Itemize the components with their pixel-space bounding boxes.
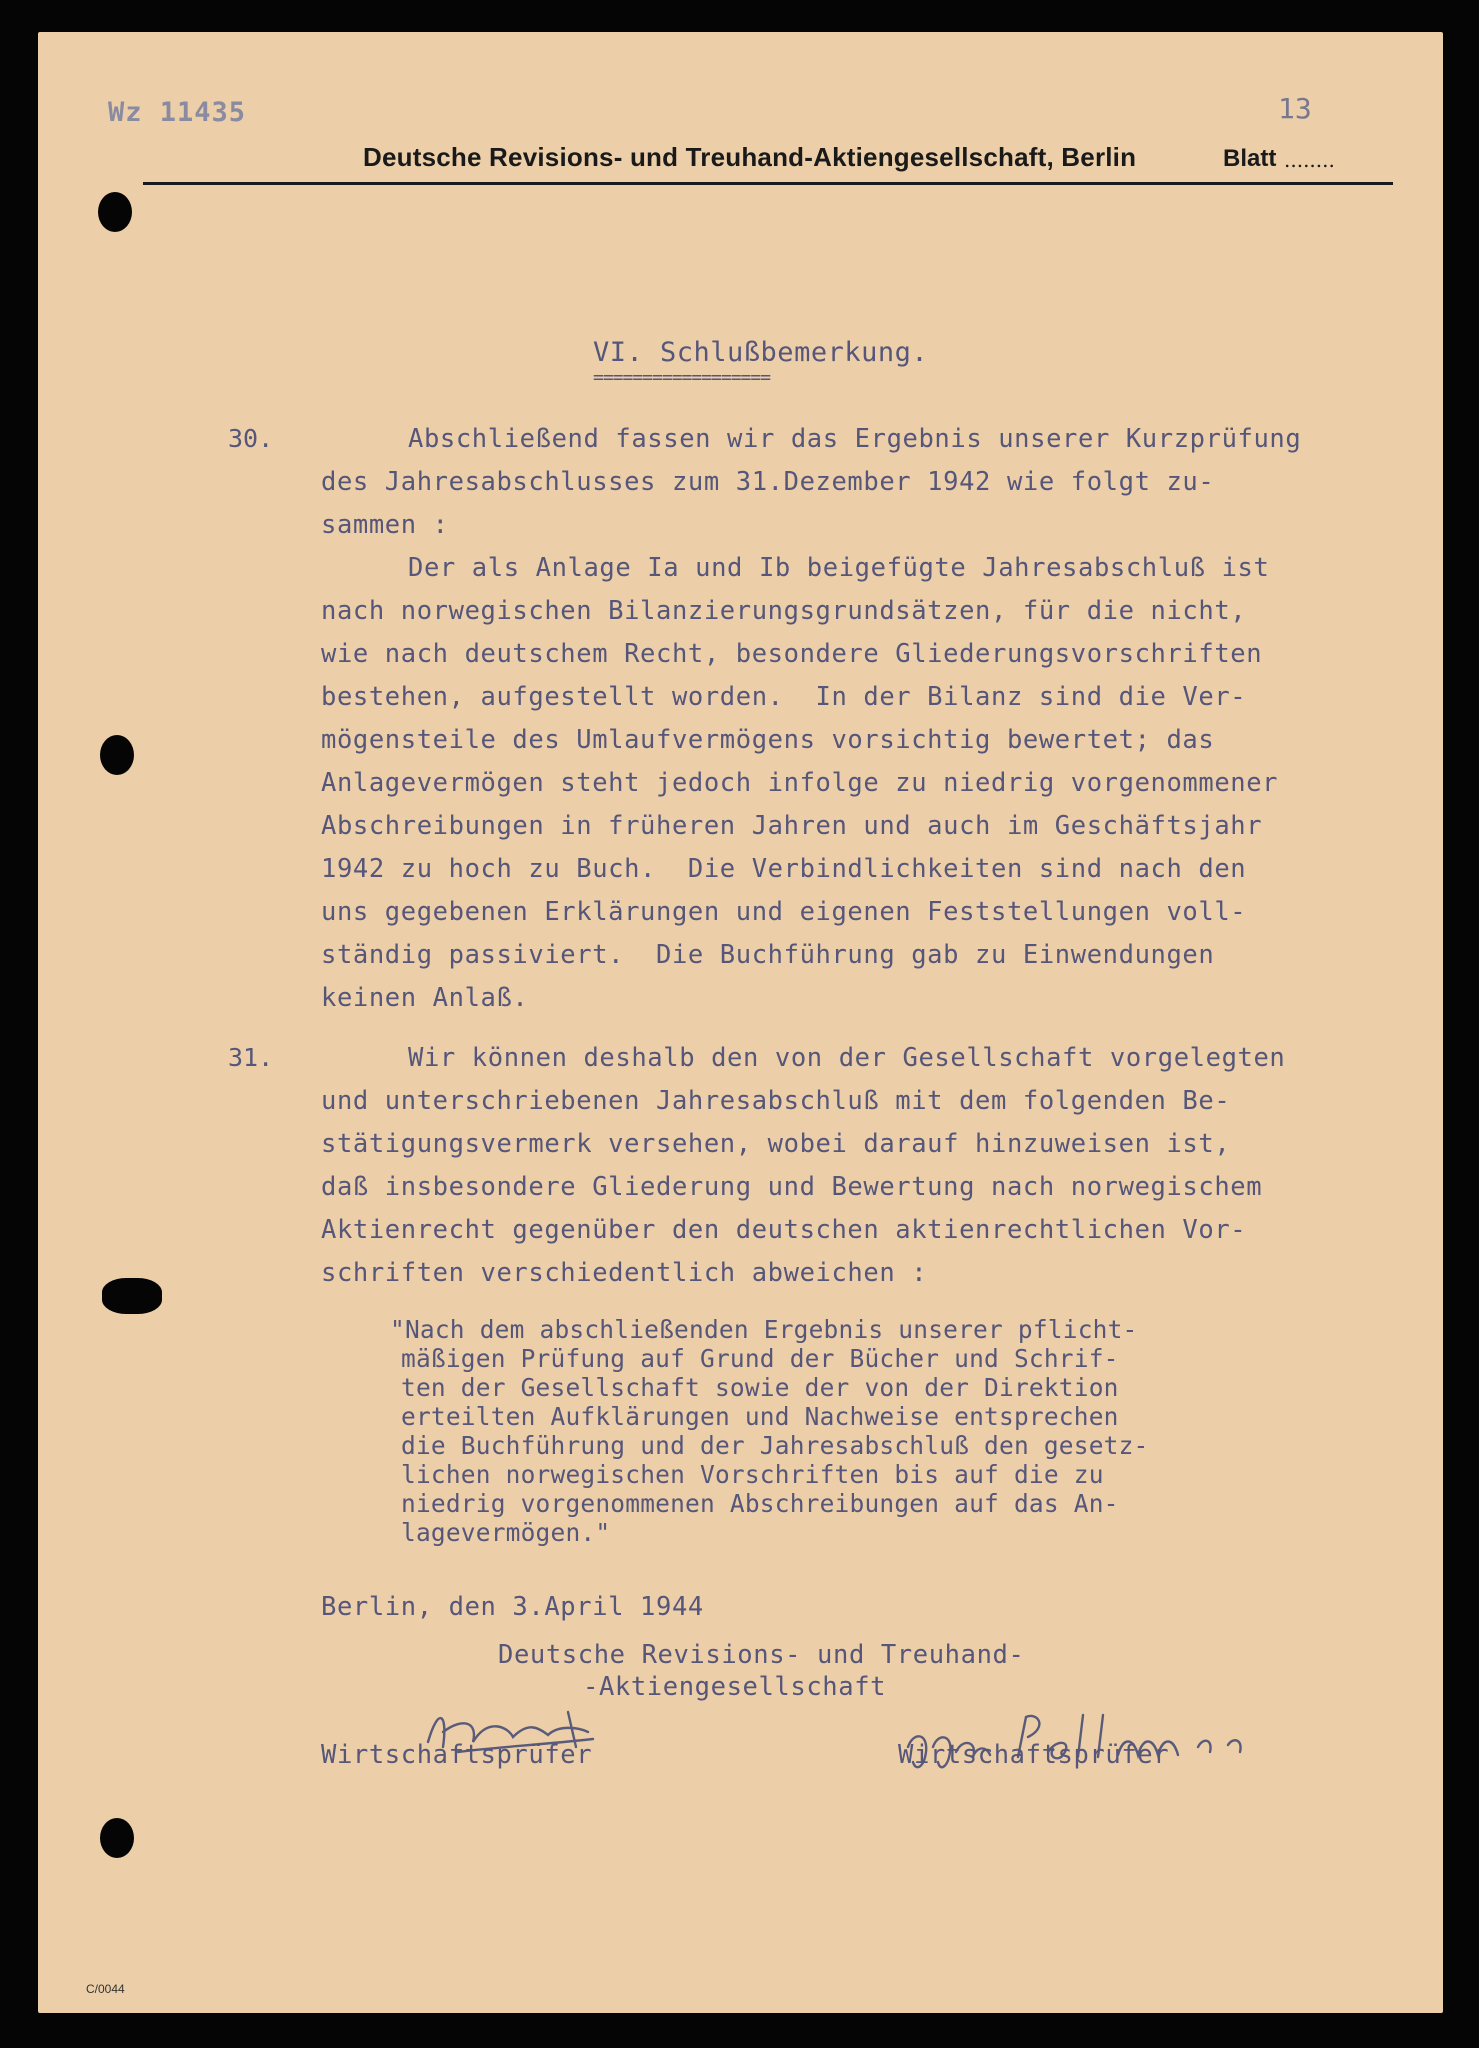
- quote-line: ten der Gesellschaft sowie der von der Direktion: [401, 1373, 1119, 1402]
- text-line: stätigungsvermerk versehen, wobei darauf hinzuweisen ist,: [321, 1129, 1231, 1159]
- text-line: Wir können deshalb den von der Gesellschaft vorgelegten: [408, 1043, 1286, 1073]
- letterhead-rule: [143, 182, 1393, 185]
- text-line: schriften verschiedentlich abweichen :: [321, 1258, 928, 1288]
- text-line: uns gegebenen Erklärungen und eigenen Feststellungen voll-: [321, 897, 1247, 927]
- text-line: nach norwegischen Bilanzierungsgrundsätzen, für die nicht,: [321, 596, 1247, 626]
- signer-left-title: Wirtschaftsprüfer: [321, 1740, 593, 1770]
- blatt-label: Blatt: [1223, 145, 1277, 172]
- quote-line: mäßigen Prüfung auf Grund der Bücher und Schrif-: [401, 1344, 1119, 1373]
- quote-line: niedrig vorgenommenen Abschreibungen auf das An-: [401, 1489, 1119, 1518]
- blatt-dots: ........: [1284, 148, 1335, 172]
- text-line: Abschließend fassen wir das Ergebnis unserer Kurzprüfung: [408, 424, 1302, 454]
- punch-hole: [98, 192, 132, 232]
- text-line: sammen :: [321, 510, 449, 540]
- text-line: daß insbesondere Gliederung und Bewertung nach norwegischem: [321, 1172, 1263, 1202]
- text-line: und unterschriebenen Jahresabschluß mit dem folgenden Be-: [321, 1086, 1231, 1116]
- text-line: bestehen, aufgestellt worden. In der Bilanz sind die Ver-: [321, 682, 1247, 712]
- paragraph-number-30: 30.: [228, 424, 274, 453]
- quote-line: "Nach dem abschließenden Ergebnis unserer pflicht-: [390, 1315, 1138, 1344]
- text-line: Anlagevermögen steht jedoch infolge zu niedrig vorgenommener: [321, 768, 1279, 798]
- document-page: [38, 32, 1443, 2013]
- firm-name-line2: -Aktiengesellschaft: [583, 1672, 887, 1702]
- text-line: wie nach deutschem Recht, besondere Gliederungsvorschriften: [321, 639, 1263, 669]
- text-line: keinen Anlaß.: [321, 983, 529, 1013]
- firm-name-line1: Deutsche Revisions- und Treuhand-: [498, 1640, 1025, 1670]
- text-line: 1942 zu hoch zu Buch. Die Verbindlichkeiten sind nach den: [321, 854, 1247, 884]
- place-date: Berlin, den 3.April 1944: [321, 1592, 704, 1622]
- reference-number: Wz 11435: [108, 97, 247, 128]
- text-line: Aktienrecht gegenüber den deutschen aktienrechtlichen Vor-: [321, 1215, 1247, 1245]
- punch-hole: [100, 1818, 134, 1858]
- quote-line: lichen norwegischen Vorschriften bis auf die zu: [401, 1460, 1104, 1489]
- page-number: 13: [1278, 92, 1312, 125]
- punch-hole: [100, 735, 134, 775]
- text-line: ständig passiviert. Die Buchführung gab zu Einwendungen: [321, 940, 1215, 970]
- quote-line: erteilten Aufklärungen und Nachweise entsprechen: [401, 1402, 1119, 1431]
- text-line: des Jahresabschlusses zum 31.Dezember 1942 wie folgt zu-: [321, 467, 1215, 497]
- punch-hole: [102, 1278, 162, 1314]
- text-line: Der als Anlage Ia und Ib beigefügte Jahresabschluß ist: [408, 553, 1270, 583]
- section-title: VI. Schlußbemerkung.: [593, 337, 929, 368]
- form-code: C/0044: [86, 1982, 125, 1996]
- text-line: mögensteile des Umlaufvermögens vorsichtig bewertet; das: [321, 725, 1215, 755]
- paragraph-number-31: 31.: [228, 1043, 274, 1072]
- quote-line: die Buchführung und der Jahresabschluß den gesetz-: [401, 1431, 1149, 1460]
- quote-line: lagevermögen.": [401, 1518, 611, 1547]
- section-underline: ==================: [593, 367, 771, 388]
- text-line: Abschreibungen in früheren Jahren und auch im Geschäftsjahr: [321, 811, 1263, 841]
- letterhead-company: Deutsche Revisions- und Treuhand-Aktiengesellschaft, Berlin: [363, 142, 1137, 172]
- signer-right-title: Wirtschaftsprüfer: [898, 1740, 1170, 1770]
